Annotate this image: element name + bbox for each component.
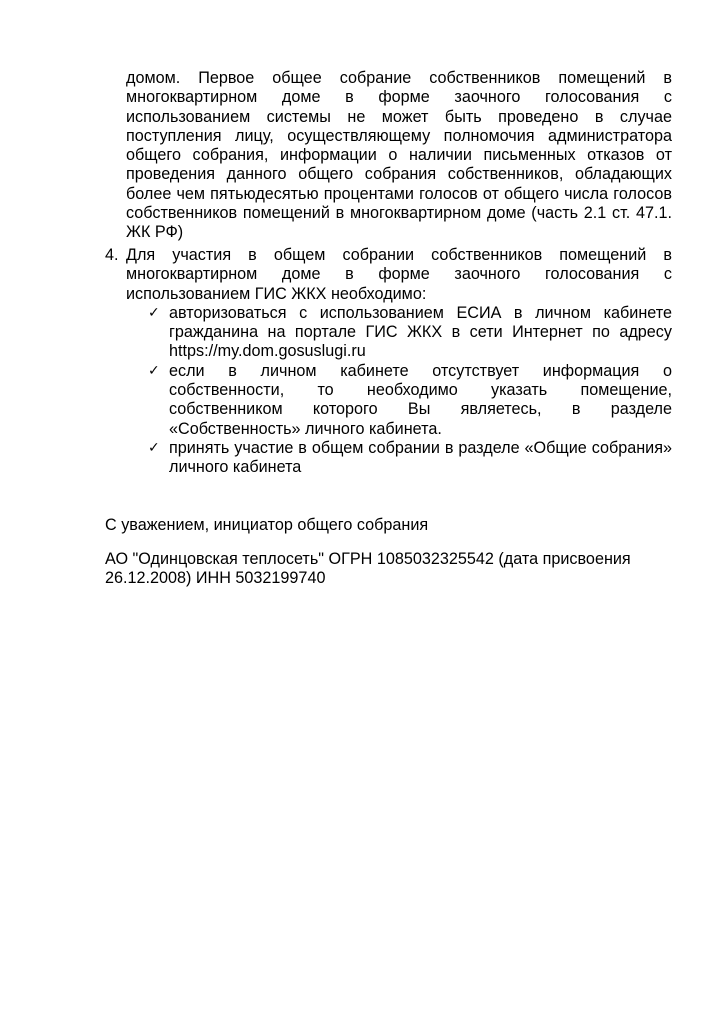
checkmark-icon: ✓ — [148, 304, 160, 321]
item-number: 4. — [105, 246, 119, 264]
checklist-item-text: авторизоваться с использованием ЕСИА в личном кабинете гражданина на портале ГИС ЖКХ в сети Интернет по адресу https://my.dom.gosuslugi.ru — [169, 303, 672, 361]
item-text: Для участия в общем собрании собственников помещений в многоквартирном доме в форме заочного голосования с использованием ГИС ЖКХ необходимо: — [126, 246, 672, 303]
continuation-paragraph: домом. Первое общее собрание собственников помещений в многоквартирном доме в форме заочного голосования с использованием системы не может быть проведено в случае поступления лицу, осуществляющему полномочия администратора общего собрания, информации о наличии письменных отказов от проведения данного общего собрания собственников, обладающих более чем пятьюдесятью процентами голосов от общего числа голосов собственников помещений в многоквартирном доме (часть 2.1 ст. 47.1. ЖК РФ) — [126, 69, 672, 242]
numbered-item-4 — [105, 246, 672, 478]
checklist-item-text: если в личном кабинете отсутствует информация о собственности, то необходимо указать помещение, собственником которого Вы являетесь, в разделе «Собственность» личного кабинета. — [169, 361, 672, 438]
closing-regards: С уважением, инициатор общего собрания — [105, 516, 429, 534]
organization-details: АО "Одинцовская теплосеть" ОГРН 1085032325542 (дата присвоения 26.12.2008) ИНН 5032199740 — [105, 550, 631, 588]
checklist-item — [148, 303, 672, 362]
checklist-item — [148, 438, 672, 478]
checkmark-icon: ✓ — [148, 439, 160, 456]
checklist-item-text: принять участие в общем собрании в разделе «Общие собрания» личного кабинета — [169, 438, 672, 477]
checklist-item — [148, 361, 672, 439]
checkmark-icon: ✓ — [148, 362, 160, 379]
requirements-checklist — [148, 303, 672, 478]
